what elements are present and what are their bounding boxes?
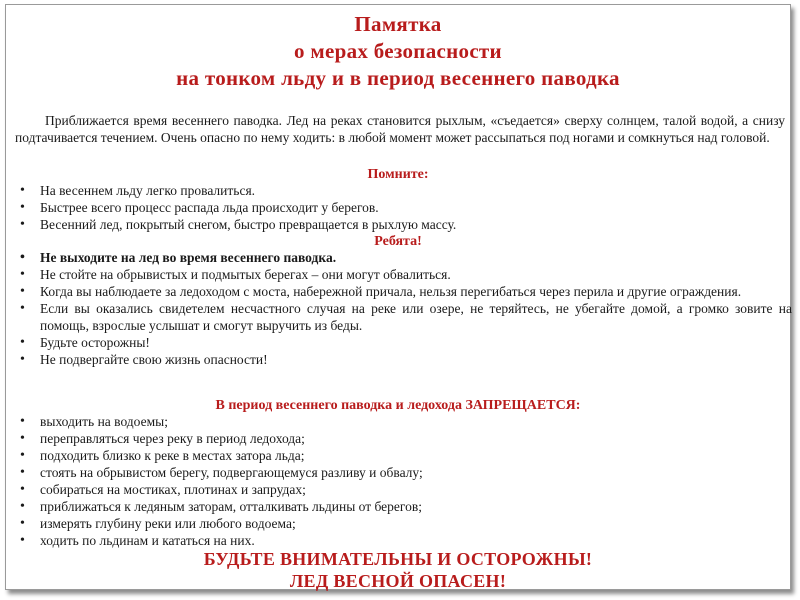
list-item: • Не стойте на обрывистых и подмытых берегах – они могут обвалиться. (20, 266, 792, 283)
kids-list (20, 249, 792, 368)
list-item: • Если вы оказались свидетелем несчастного случая на реке или озере, не теряйтесь, не убегайте домой, а громко зовите на помощь, взрослые услышат и смогут выручить из беды. (20, 300, 792, 334)
intro-paragraph: Приближается время весеннего паводка. Лед на реках становится рыхлым, «съедается» сверху солнцем, талой водой, а снизу подтачивается течением. Очень опасно по нему ходить: в любой момент может рассыпаться под ногами и сомкнуться над головой. (15, 112, 785, 145)
list-item: • Быстрее всего процесс распада льда происходит у берегов. (20, 199, 792, 216)
remember-list (20, 182, 792, 233)
list-item: • собираться на мостиках, плотинах и запрудах; (20, 481, 792, 498)
memo-subtitle-2: на тонком льду и в период весеннего паводка (176, 66, 620, 90)
memo-subtitle: о мерах безопасности (294, 39, 502, 63)
list-item: • измерять глубину реки или любого водоема; (20, 515, 792, 532)
list-item: • ходить по льдинам и кататься на них. (20, 532, 792, 549)
forbidden-list (20, 413, 792, 549)
list-item: • приближаться к ледяным заторам, отталкивать льдины от берегов; (20, 498, 792, 515)
warning-footer: БУДЬТЕ ВНИМАТЕЛЬНЫ И ОСТОРОЖНЫ! (203, 549, 593, 569)
list-item: • выходить на водоемы; (20, 413, 792, 430)
list-item: • Не выходите на лед во время весеннего паводка. (20, 249, 792, 266)
warning-footer-2: ЛЕД ВЕСНОЙ ОПАСЕН! (289, 571, 507, 591)
list-item: • переправляться через реку в период ледохода; (20, 430, 792, 447)
list-item: • Не подвергайте свою жизнь опасности! (20, 351, 792, 368)
remember-heading: Помните: (367, 167, 429, 182)
memo-page (5, 4, 791, 590)
list-item: • подходить близко к реке в местах затора льда; (20, 447, 792, 464)
list-item: • стоять на обрывистом берегу, подвергающемуся разливу и обвалу; (20, 464, 792, 481)
memo-title: Памятка (354, 12, 442, 36)
list-item: • Когда вы наблюдаете за ледоходом с моста, набережной причала, нельзя перегибаться через перила и другие ограждения. (20, 283, 792, 300)
list-item: • Будьте осторожны! (20, 334, 792, 351)
forbidden-heading: В период весеннего паводка и ледохода ЗАПРЕЩАЕТСЯ: (215, 398, 581, 413)
kids-heading: Ребята! (374, 234, 422, 249)
list-item: • На весеннем льду легко провалиться. (20, 182, 792, 199)
list-item: • Весенний лед, покрытый снегом, быстро превращается в рыхлую массу. (20, 216, 792, 233)
